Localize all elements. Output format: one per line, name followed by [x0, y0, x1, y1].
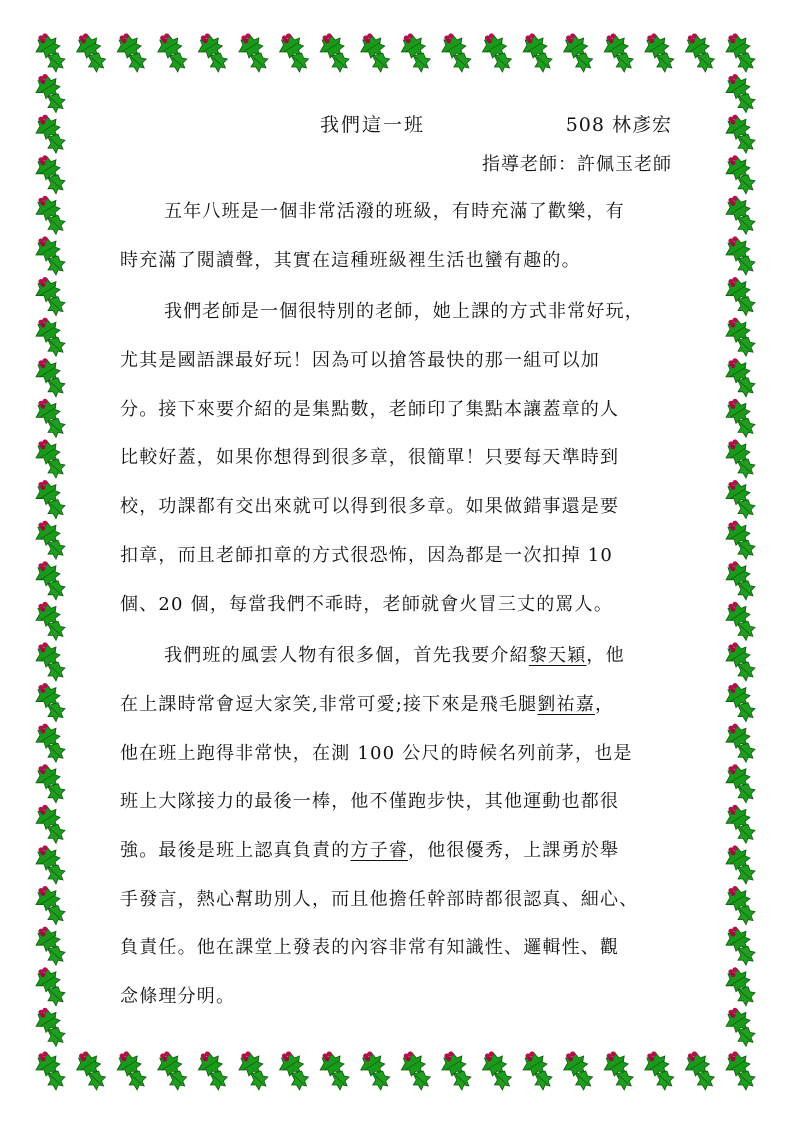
holly-leaf-icon — [401, 33, 430, 72]
holly-leaf-icon — [726, 1051, 755, 1090]
holly-leaf-icon — [36, 439, 65, 478]
holly-leaf-icon — [36, 886, 65, 925]
holly-leaf-icon — [361, 33, 390, 72]
holly-leaf-icon — [726, 805, 755, 844]
holly-leaf-icon — [726, 845, 755, 884]
holly-leaf-icon — [726, 196, 755, 235]
text-segment: ， — [595, 693, 615, 715]
holly-leaf-icon — [36, 521, 65, 560]
paragraph-3-line: 他在班上跑得非常快，在測 100 公尺的時候名列前茅，也是 — [120, 742, 633, 764]
holly-leaf-icon — [198, 33, 227, 72]
paragraph-3-line: 念條理分明。 — [120, 986, 236, 1007]
student-name-underlined: 黎天穎 — [528, 645, 587, 667]
holly-leaf-icon — [482, 33, 511, 72]
holly-leaf-icon — [726, 480, 755, 519]
holly-leaf-icon — [523, 33, 552, 72]
holly-leaf-icon — [36, 480, 65, 519]
holly-leaf-icon — [36, 115, 65, 154]
student-name-underlined: 劉祐嘉 — [537, 693, 595, 715]
holly-leaf-icon — [645, 33, 674, 72]
holly-leaf-icon — [36, 318, 65, 357]
holly-leaf-icon — [239, 1051, 268, 1090]
holly-leaf-icon — [320, 1051, 349, 1090]
teacher-line: 指導老師：許佩玉老師 — [482, 154, 672, 175]
holly-leaf-icon — [401, 1051, 430, 1090]
holly-leaf-icon — [36, 724, 65, 763]
text-segment: 在上課時常會逗大家笑,非常可愛;接下來是飛毛腿 — [120, 693, 538, 715]
holly-leaf-icon — [726, 277, 755, 316]
paragraph-1-line: 五年八班是一個非常活潑的班級，有時充滿了歡樂，有 — [164, 201, 625, 222]
essay-page — [120, 102, 680, 1022]
text-segment: 我們班的風雲人物有很多個，首先我要介紹 — [164, 645, 529, 667]
holly-leaf-icon — [77, 33, 106, 72]
paragraph-3-line: 班上大隊接力的最後一棒，他不僅跑步快，其他運動也都很 — [120, 791, 620, 813]
holly-leaf-icon — [482, 1051, 511, 1090]
holly-leaf-icon — [36, 33, 65, 72]
paragraph-2-line: 比較好蓋，如果你想得到很多章，很簡單！只要每天準時到 — [120, 447, 620, 469]
holly-leaf-icon — [645, 1051, 674, 1090]
holly-leaf-icon — [726, 561, 755, 600]
holly-leaf-icon — [685, 1051, 714, 1090]
holly-leaf-icon — [442, 1051, 471, 1090]
paragraph-1-line: 時充滿了閱讀聲，其實在這種班級裡生活也蠻有趣的。 — [120, 249, 581, 271]
essay-title: 我們這一班 — [320, 114, 426, 136]
text-segment: ，他 — [586, 645, 625, 667]
holly-leaf-icon — [726, 318, 755, 357]
holly-leaf-icon — [361, 1051, 390, 1090]
text-segment: 強。最後是班上認真負責的 — [120, 839, 351, 861]
paragraph-2-line: 校，功課都有交出來就可以得到很多章。如果做錯事還是要 — [120, 496, 620, 518]
holly-leaf-icon — [239, 33, 268, 72]
paragraph-3-line — [120, 632, 680, 681]
holly-leaf-icon — [320, 33, 349, 72]
holly-leaf-icon — [726, 724, 755, 763]
holly-leaf-icon — [726, 642, 755, 681]
holly-leaf-icon — [36, 967, 65, 1006]
holly-leaf-icon — [36, 1051, 65, 1090]
holly-leaf-icon — [36, 561, 65, 600]
holly-leaf-icon — [726, 399, 755, 438]
student-name-underlined: 方子睿 — [350, 839, 409, 861]
holly-leaf-icon — [117, 1051, 146, 1090]
holly-leaf-icon — [726, 967, 755, 1006]
holly-leaf-icon — [36, 642, 65, 681]
holly-leaf-icon — [36, 1008, 65, 1047]
holly-leaf-icon — [726, 358, 755, 397]
holly-leaf-icon — [158, 33, 187, 72]
holly-leaf-icon — [523, 1051, 552, 1090]
holly-leaf-icon — [36, 74, 65, 113]
author-name: 508 林彥宏 — [565, 114, 672, 136]
holly-leaf-icon — [158, 1051, 187, 1090]
holly-leaf-icon — [36, 399, 65, 438]
holly-leaf-icon — [726, 115, 755, 154]
holly-leaf-icon — [564, 1051, 593, 1090]
holly-leaf-icon — [36, 236, 65, 275]
holly-leaf-icon — [36, 683, 65, 722]
holly-leaf-icon — [117, 33, 146, 72]
holly-leaf-icon — [36, 764, 65, 803]
holly-leaf-icon — [685, 33, 714, 72]
holly-leaf-icon — [36, 358, 65, 397]
holly-leaf-icon — [726, 886, 755, 925]
text-segment: ，他很優秀，上課勇於舉 — [408, 839, 620, 861]
paragraph-2-line: 個、20 個，每當我們不乖時，老師就會火冒三丈的罵人。 — [120, 593, 614, 615]
paragraph-2-line: 分。接下來要介紹的是集點數，老師印了集點本讓蓋章的人 — [120, 398, 620, 420]
holly-leaf-icon — [36, 196, 65, 235]
holly-leaf-icon — [726, 764, 755, 803]
holly-leaf-icon — [280, 33, 309, 72]
holly-leaf-icon — [36, 277, 65, 316]
holly-leaf-icon — [726, 155, 755, 194]
holly-leaf-icon — [280, 1051, 309, 1090]
holly-leaf-icon — [726, 927, 755, 966]
holly-leaf-icon — [36, 845, 65, 884]
holly-leaf-icon — [726, 74, 755, 113]
holly-leaf-icon — [36, 927, 65, 966]
holly-leaf-icon — [604, 33, 633, 72]
paragraph-2-line: 尤其是國語課最好玩！因為可以搶答最快的那一組可以加 — [120, 350, 600, 372]
holly-leaf-icon — [726, 683, 755, 722]
holly-leaf-icon — [604, 1051, 633, 1090]
holly-leaf-icon — [726, 602, 755, 641]
holly-leaf-icon — [564, 33, 593, 72]
holly-leaf-icon — [77, 1051, 106, 1090]
paragraph-2-line: 扣章，而且老師扣章的方式很恐怖，因為都是一次扣掉 10 — [120, 544, 614, 566]
paragraph-3-line — [120, 827, 680, 876]
holly-leaf-icon — [198, 1051, 227, 1090]
title-row — [120, 102, 680, 142]
holly-leaf-icon — [36, 602, 65, 641]
holly-leaf-icon — [726, 33, 755, 72]
holly-leaf-icon — [726, 439, 755, 478]
holly-leaf-icon — [726, 236, 755, 275]
holly-leaf-icon — [442, 33, 471, 72]
holly-leaf-icon — [36, 805, 65, 844]
holly-leaf-icon — [726, 521, 755, 560]
paragraph-3-line — [120, 681, 680, 730]
holly-leaf-icon — [726, 1008, 755, 1047]
paragraph-2-line: 我們老師是一個很特別的老師，她上課的方式非常好玩， — [164, 301, 644, 323]
paragraph-3-line: 負責任。他在課堂上發表的內容非常有知識性、邏輯性、觀 — [120, 937, 620, 959]
paragraph-3-line: 手發言，熱心幫助別人，而且他擔任幹部時都很認真、細心、 — [120, 888, 639, 910]
holly-leaf-icon — [36, 155, 65, 194]
